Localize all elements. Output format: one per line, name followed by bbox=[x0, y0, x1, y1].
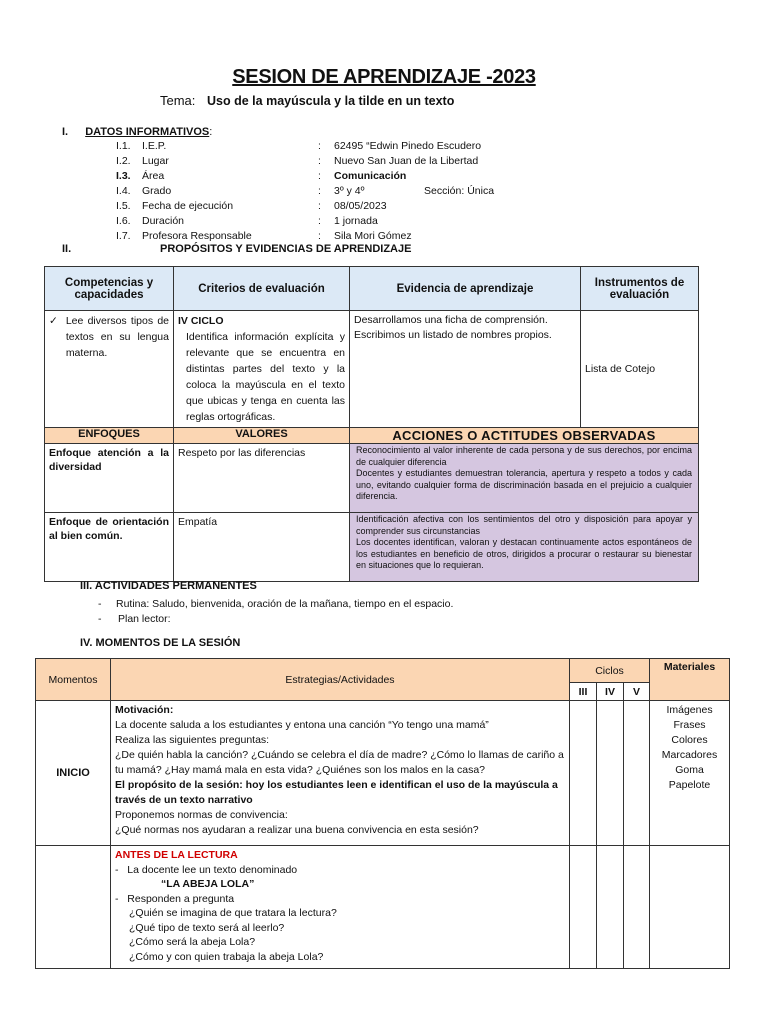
proposito-text: El propósito de la sesión: hoy los estudiantes leen e identifican el uso de la mayúscula a través de un texto narrativo bbox=[115, 779, 558, 806]
info-row bbox=[116, 139, 636, 154]
momentos-table bbox=[35, 658, 730, 969]
header-instrumentos: Instrumentos de evaluación bbox=[581, 267, 699, 311]
header-competencias: Competencias y capacidades bbox=[45, 267, 174, 311]
activity-line bbox=[115, 863, 565, 878]
info-value: Comunicación bbox=[334, 170, 407, 182]
document-title: SESION DE APRENDIZAJE -2023 bbox=[232, 66, 536, 88]
actividad-text: Plan lector: bbox=[118, 613, 171, 625]
activity-text: La docente lee un texto denominado bbox=[127, 863, 298, 876]
valor-cell bbox=[174, 513, 350, 582]
competencia-text: Lee diversos tipos de textos en su lengua materna. bbox=[65, 315, 169, 359]
info-num: I.7. bbox=[116, 230, 131, 242]
valor-cell bbox=[174, 444, 350, 513]
section1-number: I. bbox=[62, 126, 69, 138]
tema-text: Uso de la mayúscula y la tilde en un texto bbox=[207, 94, 455, 108]
ciclo-cell bbox=[597, 701, 624, 846]
section1-title: DATOS INFORMATIVOS bbox=[85, 126, 210, 138]
enfoque-cell bbox=[45, 444, 174, 513]
info-value: 62495 “Edwin Pinedo Escudero bbox=[334, 140, 482, 152]
activity-line: Realiza las siguientes preguntas: bbox=[115, 734, 270, 746]
acciones-cell bbox=[350, 513, 699, 582]
inicio-activities bbox=[111, 701, 570, 846]
criterio-text: Identifica información explícita y relevante que se encuentra en distintas partes del texto y la coloca la mayúscula en el texto que ubicas y tenga en cuenta las reglas ortográficas. bbox=[186, 331, 345, 423]
info-num: I.2. bbox=[116, 155, 131, 167]
question-line: ¿Cómo y con quien trabaja la abeja Lola? bbox=[129, 950, 324, 963]
antes-lectura-heading: ANTES DE LA LECTURA bbox=[115, 849, 238, 861]
activity-line bbox=[115, 892, 565, 907]
material-item: Frases bbox=[673, 719, 706, 731]
header-ciclo-iii: III bbox=[570, 683, 597, 701]
info-row bbox=[116, 184, 636, 199]
info-value: 08/05/2023 bbox=[334, 200, 387, 212]
acciones-text: Docentes y estudiantes demuestran tolerancia, apertura y respeto a todos y cada uno, evitando cualquier forma de discriminación basada en el prejuicio a cualquier diferencia. bbox=[356, 468, 692, 501]
activity-line: ¿De quién habla la canción? ¿Cuándo se celebra el día de madre? ¿Cómo lo llamas de cariño a tu mamá? ¿Hay mamá mala en esta vida? ¿Quiénes son los malos en la casa? bbox=[115, 749, 564, 776]
moment-desarrollo bbox=[36, 846, 111, 969]
tema-line bbox=[160, 93, 454, 108]
section1-colon: : bbox=[209, 126, 213, 138]
instrumento-text: Lista de Cotejo bbox=[585, 363, 656, 375]
info-colon: : bbox=[318, 185, 321, 197]
section-momentos: IV. MOMENTOS DE LA SESIÓN bbox=[80, 637, 241, 649]
acciones-text: Los docentes identifican, valoran y destacan continuamente actos espontáneos de los estudiantes en beneficio de otros, dirigidos a procurar o restaurar su bienestar en situaciones que lo requieran. bbox=[356, 537, 692, 570]
info-num: I.5. bbox=[116, 200, 131, 212]
acciones-text: Identificación afectiva con los sentimientos del otro y disposición para apoyar y comprender sus circunstancias bbox=[356, 514, 692, 536]
activity-text: Responden a pregunta bbox=[127, 892, 235, 905]
evidencia-line: Desarrollamos una ficha de comprensión. bbox=[354, 314, 548, 326]
question-line: ¿Quién se imagina de que tratara la lectura? bbox=[129, 907, 337, 919]
info-row bbox=[116, 214, 636, 229]
acciones-text: Reconocimiento al valor inherente de cada persona y de sus derechos, por encima de cualquier diferencia bbox=[356, 445, 692, 467]
actividad-item bbox=[98, 613, 171, 625]
header-enfoques: ENFOQUES bbox=[45, 428, 174, 444]
info-colon: : bbox=[318, 170, 321, 182]
section-datos-informativos bbox=[62, 126, 212, 138]
desarrollo-activities bbox=[111, 846, 570, 969]
actividad-item bbox=[98, 598, 453, 610]
info-num: I.6. bbox=[116, 215, 131, 227]
header-valores: VALORES bbox=[174, 428, 350, 444]
info-label: Grado bbox=[142, 185, 172, 197]
section2-title: PROPÓSITOS Y EVIDENCIAS DE APRENDIZAJE bbox=[160, 243, 412, 255]
materials-cell bbox=[650, 846, 730, 969]
activity-line: La docente saluda a los estudiantes y entona una canción “Yo tengo una mamá” bbox=[115, 719, 489, 731]
section-propositos bbox=[62, 243, 412, 255]
info-label: Área bbox=[142, 170, 165, 182]
enfoque-text: Enfoque atención a la diversidad bbox=[49, 447, 169, 473]
bullet-dash: - bbox=[98, 598, 102, 610]
info-label: Profesora Responsable bbox=[142, 230, 252, 242]
material-item: Marcadores bbox=[661, 749, 718, 761]
bullet-dash: - bbox=[115, 892, 119, 905]
propositos-table bbox=[44, 266, 699, 582]
evidencia-cell bbox=[350, 311, 581, 428]
bullet-dash: - bbox=[115, 863, 119, 876]
info-colon: : bbox=[318, 200, 321, 212]
header-criterios: Criterios de evaluación bbox=[174, 267, 350, 311]
ciclo-cell bbox=[570, 701, 597, 846]
question-line: ¿Qué tipo de texto será al leerlo? bbox=[129, 921, 285, 934]
info-label: Duración bbox=[142, 215, 185, 227]
ciclo-cell bbox=[570, 846, 597, 969]
header-evidencia: Evidencia de aprendizaje bbox=[350, 267, 581, 311]
info-num: I.1. bbox=[116, 140, 131, 152]
info-value: Nuevo San Juan de la Libertad bbox=[334, 155, 479, 167]
acciones-cell bbox=[350, 444, 699, 513]
info-label: I.E.P. bbox=[142, 140, 167, 152]
actividad-text: Rutina: Saludo, bienvenida, oración de la mañana, tiempo en el espacio. bbox=[116, 598, 454, 610]
info-row bbox=[116, 199, 636, 214]
info-list bbox=[116, 139, 636, 244]
info-value: 3º y 4º bbox=[334, 185, 365, 197]
question-line: ¿Cómo será la abeja Lola? bbox=[129, 936, 256, 948]
material-item: Papelote bbox=[668, 779, 711, 791]
ciclo-label: IV CICLO bbox=[178, 315, 224, 327]
header-ciclo-iv: IV bbox=[597, 683, 624, 701]
info-num: I.3. bbox=[116, 170, 131, 182]
enfoque-cell bbox=[45, 513, 174, 582]
header-ciclo-v: V bbox=[624, 683, 650, 701]
instrumento-cell bbox=[581, 311, 699, 428]
info-label: Fecha de ejecución bbox=[142, 200, 234, 212]
header-ciclos: Ciclos bbox=[570, 659, 650, 683]
enfoque-text: Enfoque de orientación al bien común. bbox=[49, 516, 169, 542]
ciclo-cell bbox=[597, 846, 624, 969]
header-materiales: Materiales bbox=[650, 659, 730, 701]
info-colon: : bbox=[318, 140, 321, 152]
motivacion-label: Motivación: bbox=[115, 704, 174, 716]
check-icon: ✓ bbox=[49, 315, 58, 327]
tema-label: Tema: bbox=[160, 93, 196, 108]
info-seccion: Sección: Única bbox=[424, 185, 495, 197]
valor-text: Empatía bbox=[178, 516, 218, 528]
info-label: Lugar bbox=[142, 155, 169, 167]
info-colon: : bbox=[318, 155, 321, 167]
header-estrategias: Estrategias/Actividades bbox=[111, 659, 570, 701]
valor-text: Respeto por las diferencias bbox=[178, 447, 306, 459]
info-value: Sila Mori Gómez bbox=[334, 230, 412, 242]
section2-number: II. bbox=[62, 243, 72, 255]
info-row bbox=[116, 229, 636, 244]
info-value: 1 jornada bbox=[334, 215, 378, 227]
material-item: Imágenes bbox=[666, 704, 713, 716]
evidencia-line: Escribimos un listado de nombres propios. bbox=[354, 329, 552, 341]
ciclo-cell bbox=[624, 846, 650, 969]
criterio-cell bbox=[174, 311, 350, 428]
info-row bbox=[116, 154, 636, 169]
info-row bbox=[116, 169, 636, 184]
story-title: “LA ABEJA LOLA” bbox=[161, 878, 255, 890]
bullet-dash: - bbox=[98, 613, 102, 625]
info-num: I.4. bbox=[116, 185, 131, 197]
section-actividades: III. ACTIVIDADES PERMANENTES bbox=[80, 580, 257, 592]
info-colon: : bbox=[318, 215, 321, 227]
materials-cell bbox=[650, 701, 730, 846]
info-colon: : bbox=[318, 230, 321, 242]
competencia-cell bbox=[45, 311, 174, 428]
header-momentos: Momentos bbox=[36, 659, 111, 701]
activity-line: Proponemos normas de convivencia: bbox=[115, 809, 288, 821]
header-acciones: ACCIONES O ACTITUDES OBSERVADAS bbox=[350, 428, 699, 444]
moment-inicio: INICIO bbox=[36, 701, 111, 846]
activity-line: ¿Qué normas nos ayudaran a realizar una buena convivencia en esta sesión? bbox=[115, 824, 479, 836]
material-item: Colores bbox=[671, 734, 708, 746]
ciclo-cell bbox=[624, 701, 650, 846]
material-item: Goma bbox=[675, 764, 704, 776]
